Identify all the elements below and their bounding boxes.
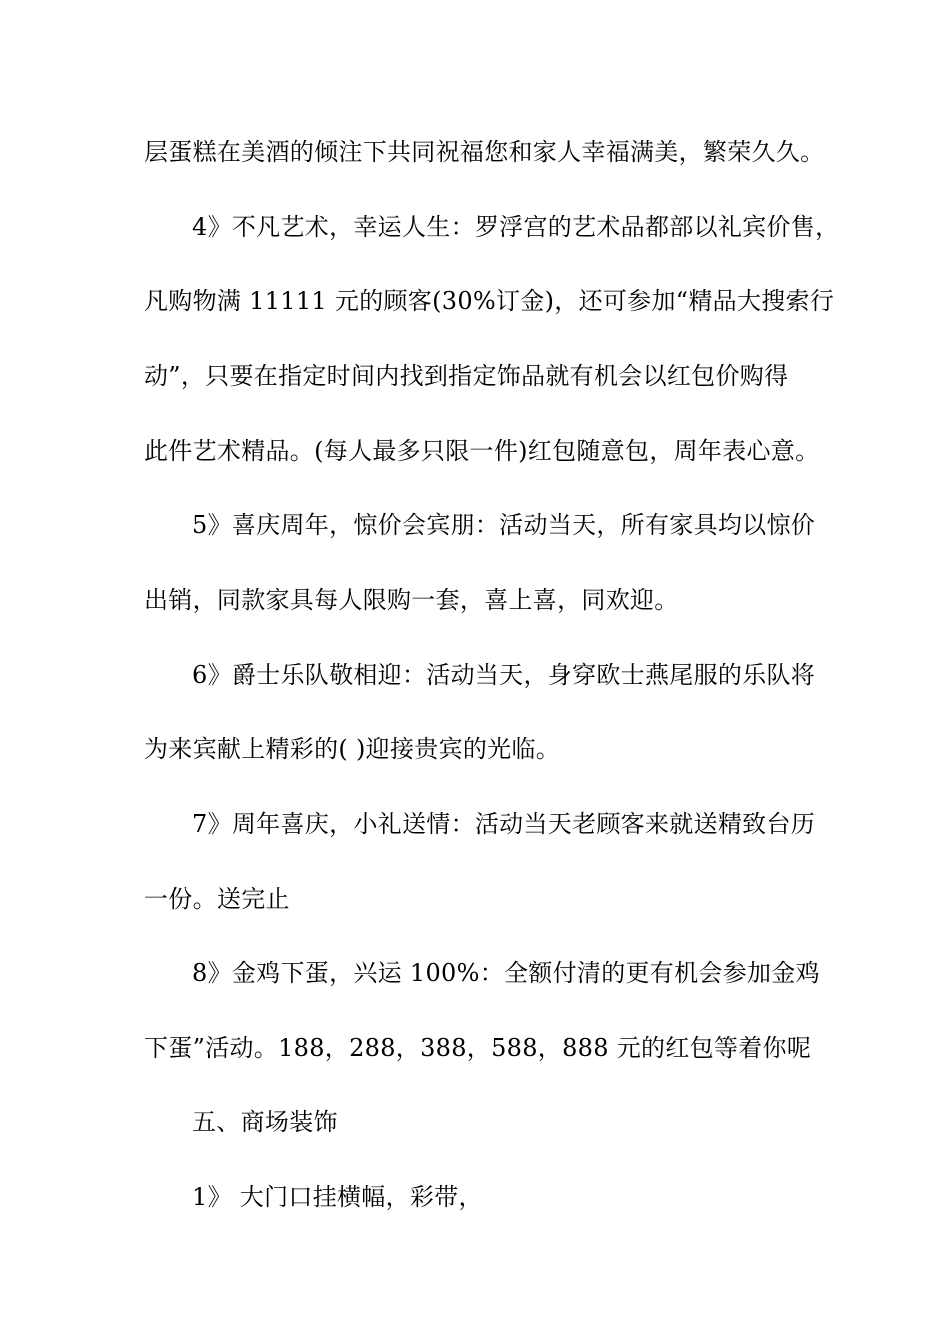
section-heading: 五、商场装饰 <box>192 1108 338 1136</box>
text-line: 6》爵士乐队敬相迎：活动当天，身穿欧士燕尾服的乐队将 <box>192 661 816 689</box>
text-line: 一份。送完止 <box>144 885 290 913</box>
text-line: 凡购物满 11111 元的顾客(30%订金)，还可参加“精品大搜索行 <box>144 287 835 315</box>
text-line: 此件艺术精品。(每人最多只限一件)红包随意包，周年表心意。 <box>144 437 820 465</box>
text-line: 层蛋糕在美酒的倾注下共同祝福您和家人幸福满美，繁荣久久。 <box>144 138 825 166</box>
text-line: 4》不凡艺术，幸运人生：罗浮宫的艺术品都部以礼宾价售， <box>192 213 840 241</box>
text-line: 下蛋”活动。188，288，388，588，888 元的红包等着你呢 <box>144 1034 812 1062</box>
text-line: 为来宾献上精彩的( )迎接贵宾的光临。 <box>144 735 561 763</box>
text-line: 8》金鸡下蛋，兴运 100%：全额付清的更有机会参加金鸡 <box>192 959 820 987</box>
text-line: 1》 大门口挂横幅，彩带， <box>192 1183 483 1211</box>
text-line: 7》周年喜庆，小礼送情：活动当天老顾客来就送精致台历 <box>192 810 816 838</box>
text-line: 5》喜庆周年，惊价会宾朋：活动当天，所有家具均以惊价 <box>192 511 816 539</box>
text-line: 动”，只要在指定时间内找到指定饰品就有机会以红包价购得 <box>144 362 789 390</box>
text-line: 出销，同款家具每人限购一套，喜上喜，同欢迎。 <box>144 586 679 614</box>
